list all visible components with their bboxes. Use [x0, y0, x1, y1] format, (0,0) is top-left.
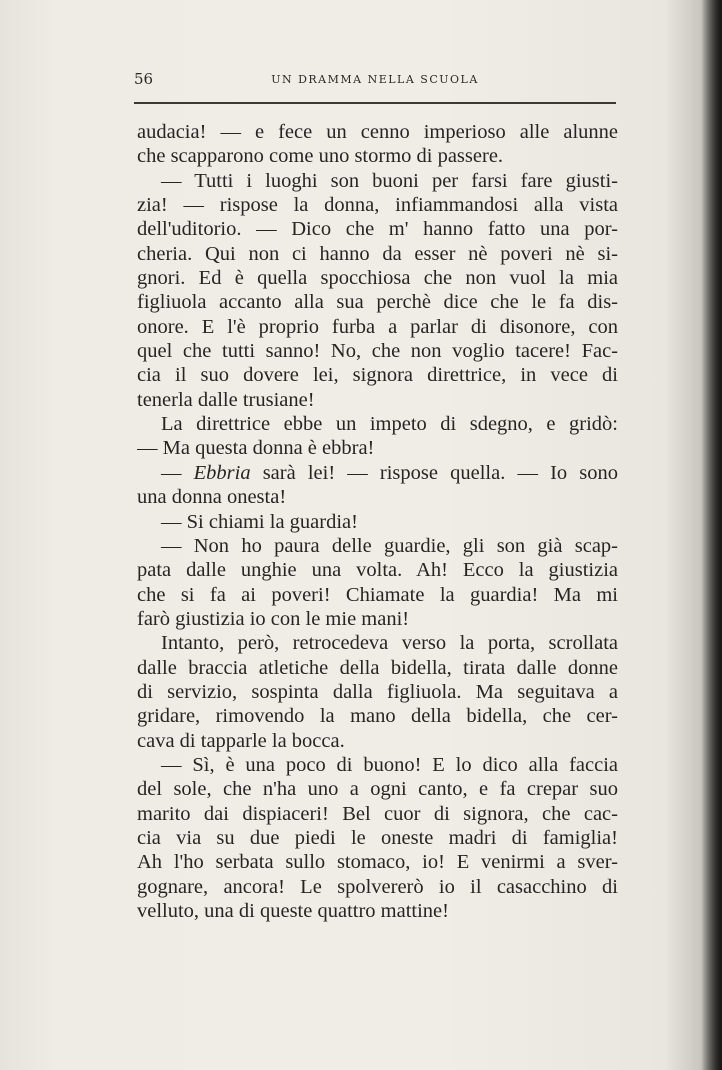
text-line: audacia! — e fece un cenno imperioso alle alunne [137, 121, 618, 143]
page-header [134, 70, 616, 90]
text-line: — Si chiami la guardia! [161, 510, 358, 533]
text-line: dell'uditorio. — Dico che m' hanno fatto una por- [137, 218, 618, 241]
text-line: che scapparono come uno stormo di passere. [137, 145, 504, 168]
text-line: gnori. Ed è quella spocchiosa che non vuol la mia [137, 267, 618, 290]
text-line: cheria. Qui non ci hanno da esser nè poveri nè si- [137, 242, 618, 265]
text-line: La direttrice ebbe un impeto di sdegno, e gridò: [161, 413, 618, 436]
text-line: onore. E l'è proprio furba a parlar di disonore, con [137, 315, 618, 338]
page-number: 56 [134, 70, 154, 88]
italic-word: Ebbria [193, 461, 251, 484]
text-line: tenerla dalle trusiane! [137, 388, 315, 411]
text-line: pata dalle unghie una volta. Ah! Ecco la giustizia [137, 559, 618, 582]
text-line: Ah l'ho serbata sullo stomaco, io! E venirmi a sver- [137, 851, 618, 874]
text-line: cia via su due piedi le oneste madri di famiglia! [137, 826, 618, 849]
text-line: farò giustizia io con le mie mani! [137, 607, 410, 630]
text-line: — Sì, è una poco di buono! E lo dico alla faccia [161, 753, 618, 776]
text-line: gognare, ancora! Le spolvererò io il casacchino di [137, 875, 618, 898]
text-line: una donna onesta! [137, 486, 287, 509]
text-line: Intanto, però, retrocedeva verso la porta, scrollata [161, 632, 618, 655]
text-line: cava di tapparle la bocca. [137, 729, 345, 752]
dash: — [161, 461, 194, 484]
text-line: del sole, che n'ha uno a ogni canto, e fa crepar suo [137, 778, 618, 801]
text-line: — Tutti i luoghi son buoni per farsi fare giusti- [161, 169, 618, 192]
text-line: marito dai dispiaceri! Bel cuor di signora, che cac- [137, 802, 618, 825]
text-line: — Non ho paura delle guardie, gli son già scap- [161, 534, 618, 557]
text-line: zia! — rispose la donna, infiammandosi alla vista [137, 194, 618, 217]
text-line [137, 461, 618, 485]
text-line: — Ma questa donna è ebbra! [137, 437, 375, 460]
text-line: di servizio, sospinta dalla figliuola. Ma seguitava a [137, 680, 618, 703]
text-line: che si fa ai poveri! Chiamate la guardia! Ma mi [137, 583, 618, 606]
running-title: UN DRAMMA NELLA SCUOLA [271, 73, 479, 86]
line-rest: sarà lei! — rispose quella. — Io sono [250, 461, 618, 484]
text-line: dalle braccia atletiche della bidella, tirata dalle donne [137, 656, 618, 679]
text-line: gridare, rimovendo la mano della bidella, che cer- [137, 705, 618, 728]
text-line: cia il suo dovere lei, signora direttrice, in vece di [137, 364, 618, 387]
body-text [137, 120, 618, 923]
text-line: quel che tutti sanno! No, che non voglio tacere! Fac- [137, 340, 618, 363]
text-line: velluto, una di queste quattro mattine! [137, 900, 449, 922]
page-edge-shadow [702, 0, 722, 1070]
text-line: figliuola accanto alla sua perchè dice che le fa dis- [137, 291, 618, 314]
header-rule [134, 102, 616, 104]
